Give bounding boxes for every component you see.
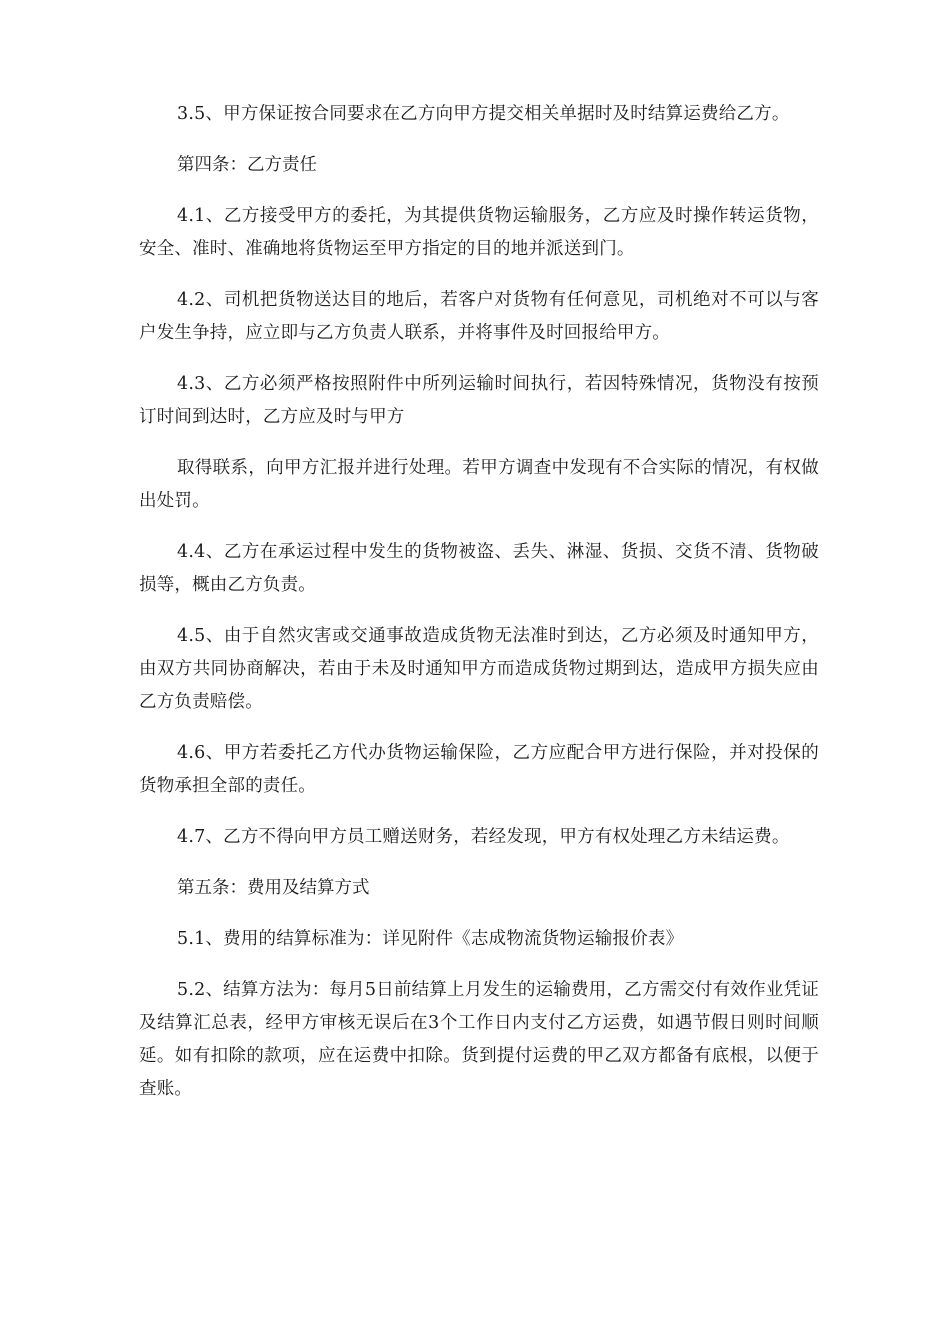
clause-4-2: 4.2、司机把货物送达目的地后，若客户对货物有任何意见，司机绝对不可以与客户发生争持，应立即与乙方负责人联系，并将事件及时回报给甲方。 bbox=[139, 290, 819, 343]
clause-4-6: 4.6、甲方若委托乙方代办货物运输保险，乙方应配合甲方进行保险，并对投保的货物承担全部的责任。 bbox=[139, 743, 819, 796]
clause-3-5: 3.5、甲方保证按合同要求在乙方向甲方提交相关单据时及时结算运费给乙方。 bbox=[177, 104, 790, 124]
clause-4-1: 4.1、乙方接受甲方的委托，为其提供货物运输服务，乙方应及时操作转运货物，安全、准时、准确地将货物运至甲方指定的目的地并派送到门。 bbox=[139, 206, 819, 259]
document-body bbox=[139, 98, 819, 1124]
clause-4-5: 4.5、由于自然灾害或交通事故造成货物无法准时到达，乙方必须及时通知甲方，由双方共同协商解决，若由于未及时通知甲方而造成货物过期到达，造成甲方损失应由乙方负责赔偿。 bbox=[139, 626, 819, 712]
clause-4-3: 4.3、乙方必须严格按照附件中所列运输时间执行，若因特殊情况，货物没有按预订时间到达时，乙方应及时与甲方 bbox=[139, 374, 819, 427]
article-4-heading: 第四条：乙方责任 bbox=[177, 155, 317, 175]
clause-5-1: 5.1、费用的结算标准为：详见附件《志成物流货物运输报价表》 bbox=[177, 929, 684, 949]
clause-4-3-continued: 取得联系，向甲方汇报并进行处理。若甲方调查中发现有不合实际的情况，有权做出处罚。 bbox=[139, 458, 819, 511]
clause-4-4: 4.4、乙方在承运过程中发生的货物被盗、丢失、淋湿、货损、交货不清、货物破损等，概由乙方负责。 bbox=[139, 542, 819, 595]
article-5-heading: 第五条：费用及结算方式 bbox=[177, 878, 370, 898]
clause-4-7: 4.7、乙方不得向甲方员工赠送财务，若经发现，甲方有权处理乙方未结运费。 bbox=[177, 827, 790, 847]
clause-5-2: 5.2、结算方法为：每月5日前结算上月发生的运输费用，乙方需交付有效作业凭证及结算汇总表，经甲方审核无误后在3个工作日内支付乙方运费，如遇节假日则时间顺延。如有扣除的款项，应在运费中扣除。货到提付运费的甲乙双方都备有底根，以便于查账。 bbox=[139, 980, 819, 1099]
